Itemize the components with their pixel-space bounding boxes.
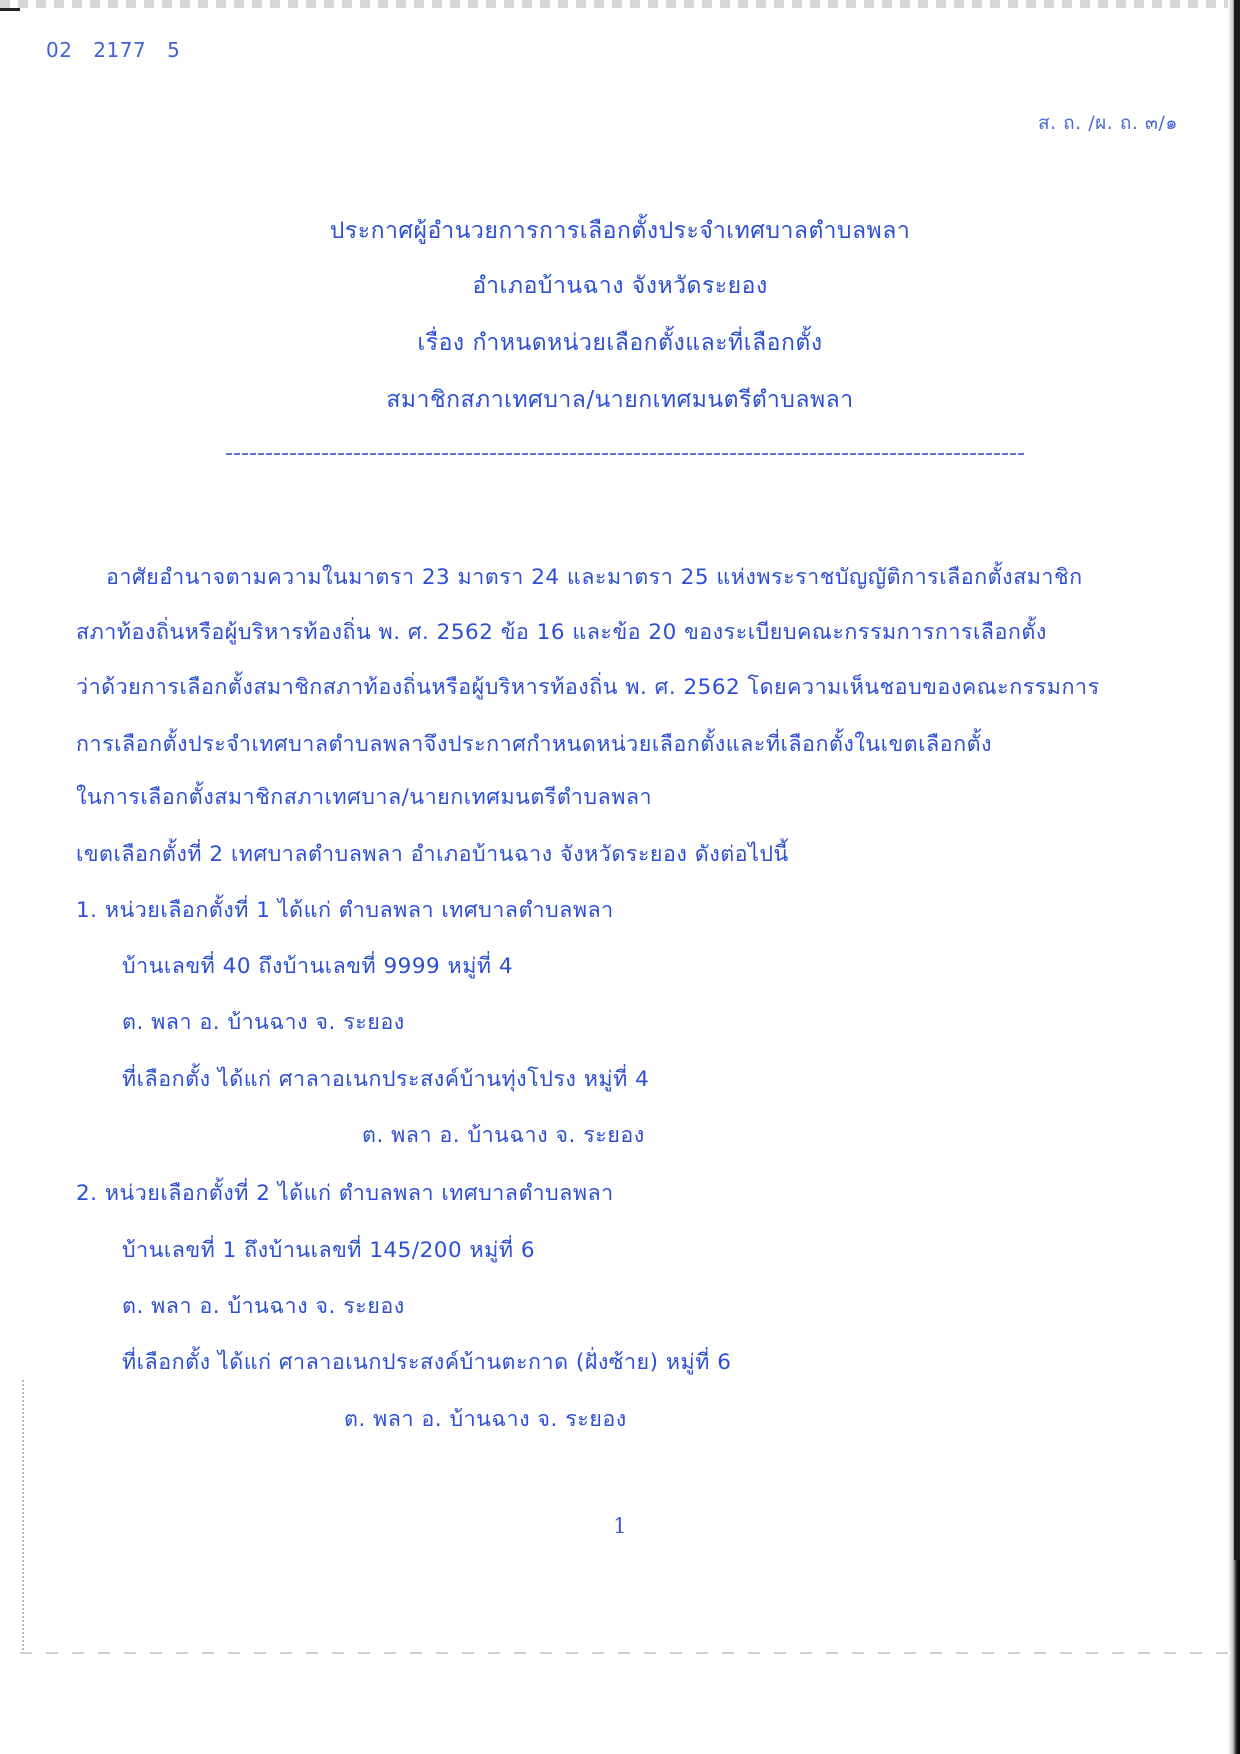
scan-top-edge [0,0,1240,8]
announcement-subject: เรื่อง กำหนดหน่วยเลือกตั้งและที่เลือกตั้ง [417,330,823,356]
polling-unit-address: ต. พลา อ. บ้านฉาง จ. ระยอง [122,1010,405,1035]
scan-bottom-edge [20,1652,1230,1654]
polling-unit-heading: 2. หน่วยเลือกตั้งที่ 2 ได้แก่ ตำบลพลา เทศบาลตำบลพลา [76,1181,614,1206]
polling-location: ที่เลือกตั้ง ได้แก่ ศาลาอเนกประสงค์บ้านตะกาด (ฝั่งซ้าย) หมู่ที่ 6 [122,1350,732,1375]
polling-unit-houses: บ้านเลขที่ 1 ถึงบ้านเลขที่ 145/200 หมู่ที่ 6 [122,1238,536,1263]
polling-unit-houses: บ้านเลขที่ 40 ถึงบ้านเลขที่ 9999 หมู่ที่ 4 [122,954,514,979]
body-line: สภาท้องถิ่นหรือผู้บริหารท้องถิ่น พ. ศ. 2562 ข้อ 16 และข้อ 20 ของระเบียบคณะกรรมการการเลือกตั้ง [76,620,1047,645]
body-line: ในการเลือกตั้งสมาชิกสภาเทศบาล/นายกเทศมนตรีตำบลพลา [76,785,653,810]
constituency-line: เขตเลือกตั้งที่ 2 เทศบาลตำบลพลา อำเภอบ้านฉาง จังหวัดระยอง ดังต่อไปนี้ [76,842,789,867]
announcement-title: ประกาศผู้อำนวยการการเลือกตั้งประจำเทศบาลตำบลพลา [329,218,911,244]
form-reference: ส. ถ. /ผ. ถ. ๓/๑ [1038,112,1178,134]
polling-unit-heading: 1. หน่วยเลือกตั้งที่ 1 ได้แก่ ตำบลพลา เทศบาลตำบลพลา [76,898,614,923]
body-line: ว่าด้วยการเลือกตั้งสมาชิกสภาท้องถิ่นหรือผู้บริหารท้องถิ่น พ. ศ. 2562 โดยความเห็นชอบของคณะกรรมการ [76,675,1100,700]
body-line: อาศัยอำนาจตามความในมาตรา 23 มาตรา 24 และมาตรา 25 แห่งพระราชบัญญัติการเลือกตั้งสมาชิก [106,565,1083,590]
announcement-subject-detail: สมาชิกสภาเทศบาล/นายกเทศมนตรีตำบลพลา [386,387,854,413]
polling-location-address: ต. พลา อ. บ้านฉาง จ. ระยอง [344,1407,627,1432]
polling-location: ที่เลือกตั้ง ได้แก่ ศาลาอเนกประสงค์บ้านทุ่งโปรง หมู่ที่ 4 [122,1067,650,1092]
page-number: 1 [613,1514,627,1538]
body-line: การเลือกตั้งประจำเทศบาลตำบลพลาจึงประกาศกำหนดหน่วยเลือกตั้งและที่เลือกตั้งในเขตเลือกตั้ง [76,732,993,757]
scan-corner-mark [0,8,20,11]
polling-unit-address: ต. พลา อ. บ้านฉาง จ. ระยอง [122,1294,405,1319]
announcement-district: อำเภอบ้านฉาง จังหวัดระยอง [472,273,768,299]
polling-location-address: ต. พลา อ. บ้านฉาง จ. ระยอง [362,1123,645,1148]
fax-number: 02 2177 5 [46,38,181,62]
title-divider [226,453,1026,455]
